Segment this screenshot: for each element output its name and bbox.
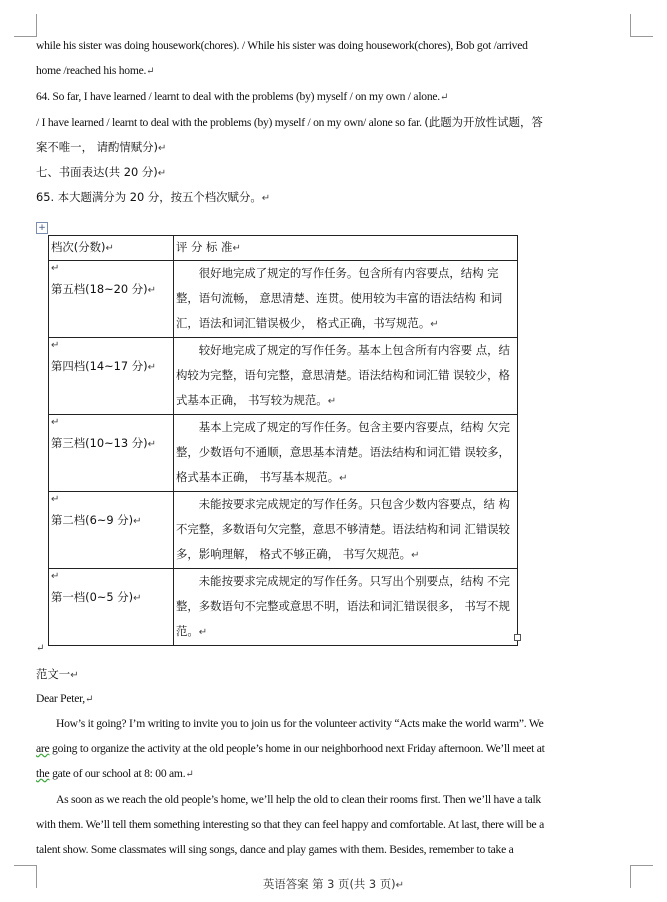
table-row [49, 261, 518, 338]
criteria-cell: 较好地完成了规定的写作任务。基本上包含所有内容要 点，结构较为完整，语句完整，意思清楚。语法结构和词汇错 误较少，格式基本正确， 书写较为规范。↵ [174, 338, 518, 415]
essay-line: As soon as we reach the old people’s home, we’ll help the old to clean their rooms first. Then we’ll have a talk [56, 793, 541, 806]
table-header-row [49, 236, 518, 261]
level-cell: ↵ 第四档(14~17 分)↵ [49, 338, 174, 415]
essay-greeting: Dear Peter,↵ [36, 692, 94, 705]
question-line: 65. 本大题满分为 20 分，按五个档次赋分。↵ [36, 190, 271, 204]
essay-heading: 范文一↵ [36, 667, 79, 681]
essay-line: with them. We’ll tell them something interesting so that they can feel happy and comfortable. At last, there will be a [36, 818, 544, 831]
criteria-cell: 基本上完成了规定的写作任务。包含主要内容要点，结构 欠完整，少数语句不通顺，意思基本清楚。语法结构和词汇错 误较多，格式基本正确， 书写基本规范。↵ [174, 415, 518, 492]
table-row [49, 492, 518, 569]
section-heading: 七、书面表达(共 20 分)↵ [36, 165, 167, 179]
level-cell: ↵ 第三档(10~13 分)↵ [49, 415, 174, 492]
page-corner-mark [14, 14, 37, 37]
table-row [49, 569, 518, 646]
table-move-handle-icon[interactable]: + [36, 222, 48, 234]
essay-line: the gate of our school at 8: 00 am.↵ [36, 767, 194, 780]
essay-line: How’s it going? I’m writing to invite you to join us for the volunteer activity “Acts make the world warm”. We [56, 717, 544, 730]
criteria-cell: 未能按要求完成规定的写作任务。只写出个别要点，结构 不完整，多数语句不完整或意思不明，语法和词汇错误很多， 书写不规范。↵ [174, 569, 518, 646]
table-resize-handle[interactable] [514, 634, 521, 641]
answer-line: / I have learned / learnt to deal with the problems (by) myself / on my own/ alone so far. (此题为开放性试题，答 [36, 115, 543, 129]
header-criteria: 评 分 标 准↵ [174, 236, 518, 261]
table-row [49, 415, 518, 492]
essay-line: talent show. Some classmates will sing songs, dance and play games with them. Besides, remember to take a [36, 843, 514, 856]
header-level: 档次(分数)↵ [49, 236, 174, 261]
level-cell: ↵ 第二档(6~9 分)↵ [49, 492, 174, 569]
grading-table [48, 235, 518, 646]
criteria-cell: 很好地完成了规定的写作任务。包含所有内容要点，结构 完整，语句流畅， 意思清楚、连贯。使用较为丰富的语法结构 和词汇，语法和词汇错误极少， 格式正确，书写规范。↵ [174, 261, 518, 338]
answer-note: 案不唯一， 请酌情赋分)↵ [36, 140, 167, 154]
level-cell: ↵ 第一档(0~5 分)↵ [49, 569, 174, 646]
page-footer: 英语答案 第 3 页(共 3 页)↵ [262, 877, 404, 891]
paragraph-mark: ↵ [36, 643, 45, 654]
answer-line: home /reached his home.↵ [36, 64, 155, 77]
table-row [49, 338, 518, 415]
essay-line: are going to organize the activity at the old people’s home in our neighborhood next Friday afternoon. We’ll meet at [36, 742, 545, 755]
page-corner-mark [630, 14, 653, 37]
criteria-cell: 未能按要求完成规定的写作任务。只包含少数内容要点，结 构不完整，多数语句欠完整，意思不够清楚。语法结构和词 汇错误较多，影响理解， 格式不够正确， 书写欠规范。↵ [174, 492, 518, 569]
level-cell: ↵ 第五档(18~20 分)↵ [49, 261, 174, 338]
answer-line: 64. So far, I have learned / learnt to deal with the problems (by) myself / on my own / alone.↵ [36, 90, 449, 103]
answer-line: while his sister was doing housework(chores). / While his sister was doing housework(chores), Bob got /arrived [36, 39, 528, 52]
